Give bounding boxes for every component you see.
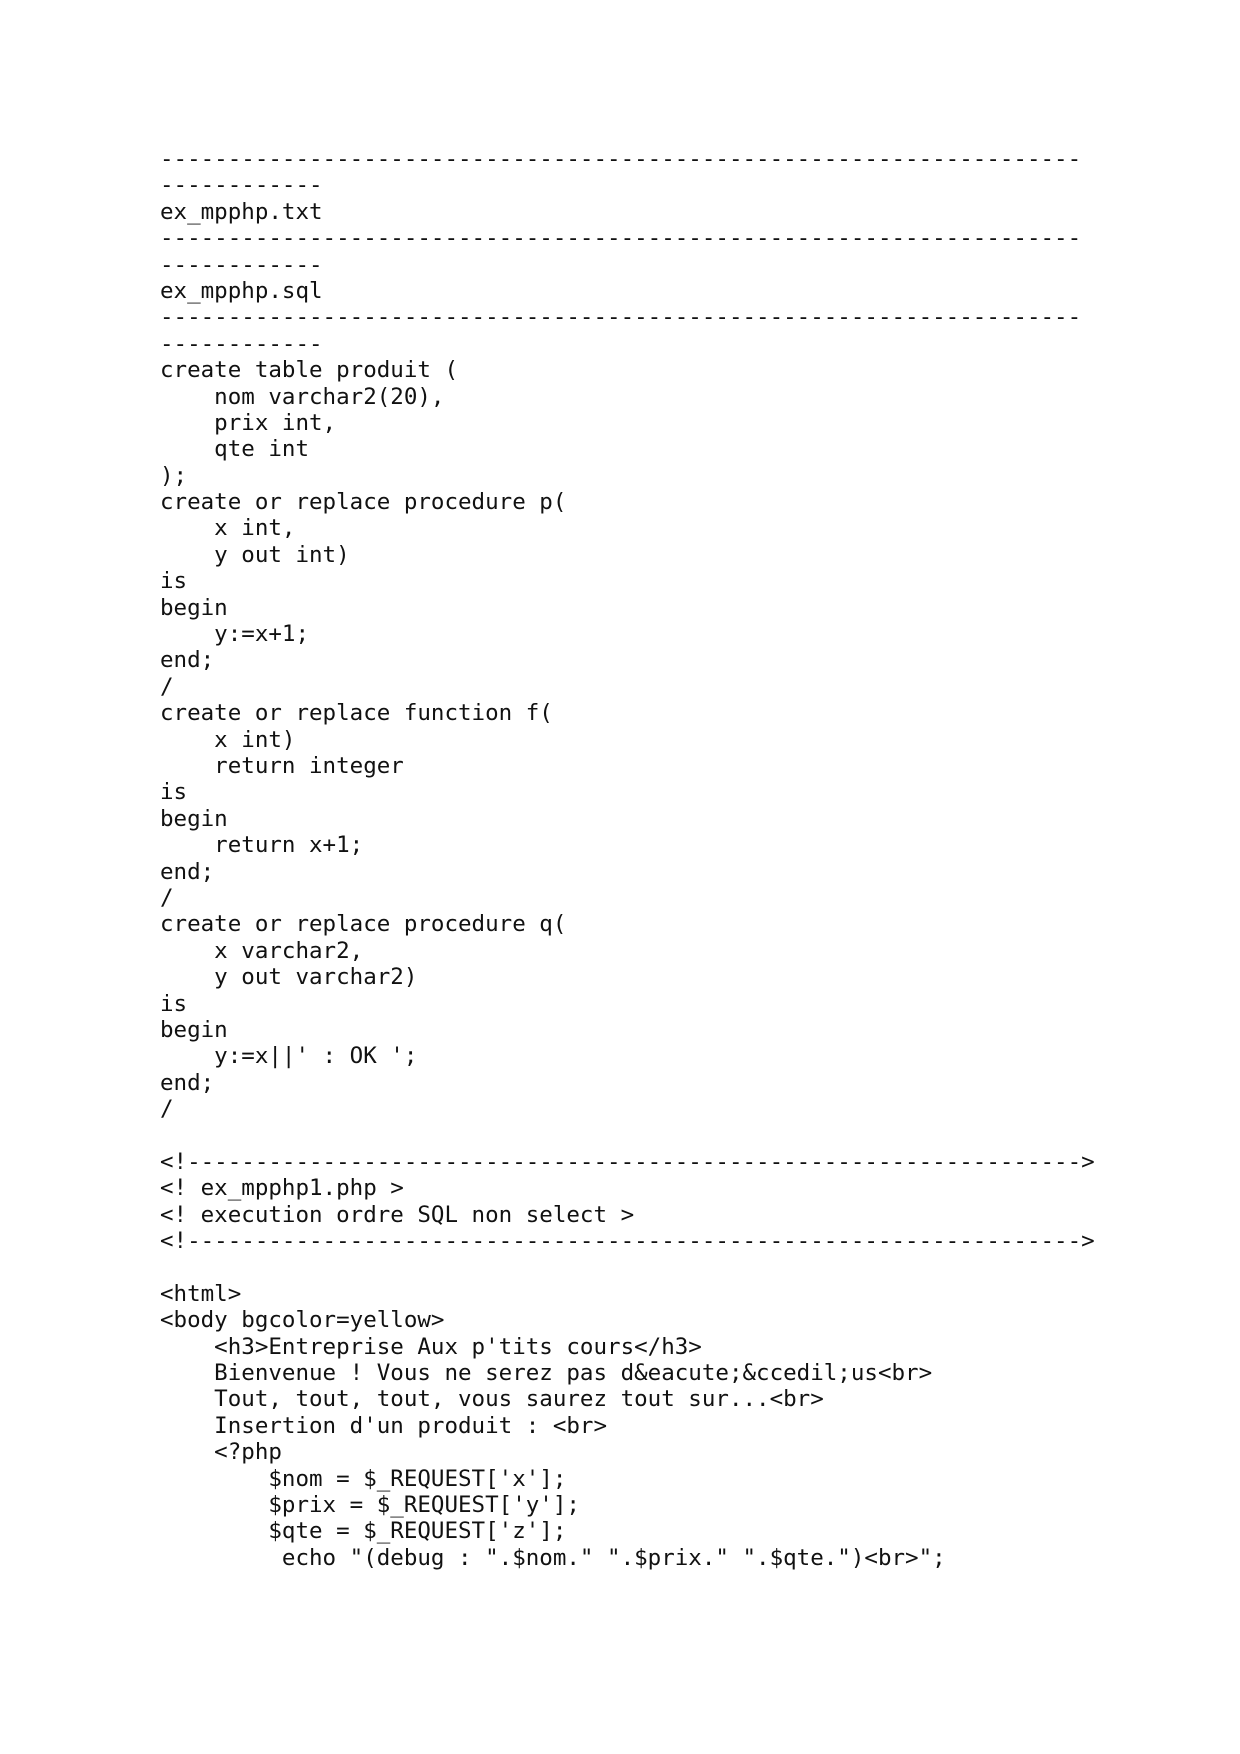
code-line: / xyxy=(160,884,174,911)
code-line: <h3>Entreprise Aux p'tits cours</h3> xyxy=(160,1333,702,1360)
code-line: Tout, tout, tout, vous saurez tout sur...<br> xyxy=(160,1386,824,1413)
code-line: $prix = $_REQUEST['y']; xyxy=(160,1491,580,1518)
code-line: y:=x||' : OK '; xyxy=(160,1043,418,1070)
code-line: begin xyxy=(160,805,228,832)
code-line: ------------ xyxy=(160,251,323,278)
code-line: <!------------------------------------------------------------------> xyxy=(160,1228,1095,1255)
code-line: nom varchar2(20), xyxy=(160,383,445,410)
code-line: <body bgcolor=yellow> xyxy=(160,1307,445,1334)
code-line: create table produit ( xyxy=(160,357,459,384)
code-line: y out int) xyxy=(160,541,350,568)
code-line: x int, xyxy=(160,515,296,542)
code-line: is xyxy=(160,990,188,1017)
code-line: ex_mpphp.sql xyxy=(160,277,323,304)
code-line: create or replace function f( xyxy=(160,700,553,727)
code-line: ------------ xyxy=(160,172,323,199)
code-line: return x+1; xyxy=(160,832,364,859)
code-line: return integer xyxy=(160,752,404,779)
code-line: ); xyxy=(160,462,188,489)
code-line: / xyxy=(160,673,174,700)
code-line: ex_mpphp.txt xyxy=(160,198,323,225)
code-listing xyxy=(160,146,1095,1571)
code-line: -------------------------------------------------------------------- xyxy=(160,146,1082,172)
code-line: is xyxy=(160,779,188,806)
code-line: $qte = $_REQUEST['z']; xyxy=(160,1518,567,1545)
code-line: begin xyxy=(160,594,228,621)
code-line: y out varchar2) xyxy=(160,964,418,991)
code-line: x varchar2, xyxy=(160,937,364,964)
code-line: end; xyxy=(160,647,215,674)
code-line: create or replace procedure p( xyxy=(160,489,567,516)
code-line: end; xyxy=(160,1069,215,1096)
code-line: begin xyxy=(160,1016,228,1043)
code-line: echo "(debug : ".$nom." ".$prix." ".$qte.")<br>"; xyxy=(160,1544,946,1571)
code-line: qte int xyxy=(160,436,310,463)
code-line: end; xyxy=(160,858,215,885)
code-line: <?php xyxy=(160,1439,282,1466)
code-line: <!------------------------------------------------------------------> xyxy=(160,1148,1095,1175)
code-line: is xyxy=(160,568,188,595)
code-line: -------------------------------------------------------------------- xyxy=(160,304,1082,331)
code-line: create or replace procedure q( xyxy=(160,911,567,938)
code-line: x int) xyxy=(160,726,296,753)
code-line: y:=x+1; xyxy=(160,621,310,648)
code-line xyxy=(160,1254,1095,1280)
code-line: $nom = $_REQUEST['x']; xyxy=(160,1465,567,1492)
code-line: -------------------------------------------------------------------- xyxy=(160,225,1082,252)
code-line: Bienvenue ! Vous ne serez pas d&eacute;&ccedil;us<br> xyxy=(160,1359,933,1386)
code-line xyxy=(160,1122,1095,1148)
code-line: / xyxy=(160,1096,174,1123)
code-line: <html> xyxy=(160,1280,242,1307)
code-line: <! ex_mpphp1.php > xyxy=(160,1175,404,1202)
code-line: ------------ xyxy=(160,330,323,357)
code-line: prix int, xyxy=(160,409,337,436)
code-line: Insertion d'un produit : <br> xyxy=(160,1412,608,1439)
code-line: <! execution ordre SQL non select > xyxy=(160,1201,635,1228)
